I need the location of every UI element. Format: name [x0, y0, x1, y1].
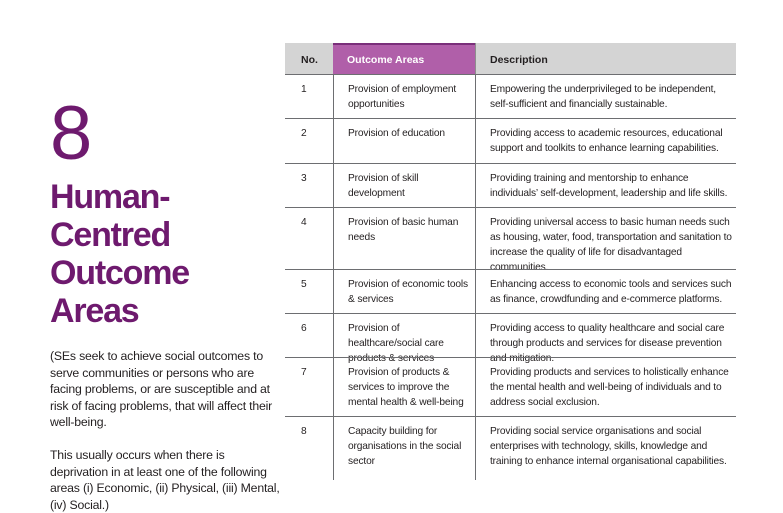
row-description: Providing social service organisations and social enterprises with technology, skills, knowledge and training to enhance internal organisational capabilities.	[475, 417, 736, 480]
header-no: No.	[285, 43, 333, 74]
intro-paragraph: (SEs seek to achieve social outcomes to serve communities or persons who are facing problems, or are susceptible and at risk of facing problems, that will affect their well-being.	[50, 349, 273, 430]
row-description: Providing access to academic resources, educational support and toolkits to enhance learning capabilities.	[475, 119, 736, 163]
row-description: Providing products and services to holistically enhance the mental health and well-being of individuals and to address social exclusion.	[475, 358, 736, 416]
row-outcome-area: Provision of economic tools & services	[333, 270, 475, 313]
row-number: 5	[301, 279, 307, 290]
table-row	[285, 207, 736, 273]
table-row	[285, 357, 736, 416]
row-description: Empowering the underprivileged to be independent, self-sufficient and financially sustainable.	[475, 75, 736, 118]
row-number: 8	[301, 426, 307, 437]
table-row	[285, 269, 736, 313]
row-outcome-area: Provision of education	[333, 119, 475, 163]
row-outcome-area: Provision of products & services to improve the mental health & well-being	[333, 358, 475, 416]
areas-paragraph: This usually occurs when there is deprivation in at least one of the following areas (i) Economic, (ii) Physical, (iii) Mental, (iv) Social.)	[50, 447, 280, 512]
table-header	[285, 43, 736, 74]
heading-line-1: Human-Centred	[50, 178, 171, 254]
row-outcome-area: Provision of basic human needs	[333, 208, 475, 269]
section-number: 8	[50, 91, 91, 176]
row-number: 7	[301, 367, 307, 378]
header-outcome-areas: Outcome Areas	[333, 43, 475, 74]
table-row	[285, 313, 736, 364]
intro-panel	[50, 91, 282, 513]
row-description: Providing universal access to basic human needs such as housing, water, food, transportation and sanitation to increase the quality of life for disadvantaged communities.	[475, 208, 736, 269]
row-number: 4	[301, 217, 307, 228]
table-row	[285, 74, 736, 118]
outcome-areas-table	[285, 43, 736, 480]
table-row	[285, 163, 736, 207]
row-outcome-area: Provision of healthcare/social care products & services	[333, 314, 475, 357]
row-outcome-area: Provision of skill development	[333, 164, 475, 207]
row-outcome-area: Capacity building for organisations in the social sector	[333, 417, 475, 480]
row-number: 3	[301, 173, 307, 184]
row-number: 6	[301, 323, 307, 334]
table-row	[285, 416, 736, 480]
table-row	[285, 118, 736, 163]
header-description: Description	[475, 43, 736, 74]
heading-line-2: Outcome Areas	[50, 254, 189, 330]
row-number: 1	[301, 84, 307, 95]
row-number: 2	[301, 128, 307, 139]
row-description: Enhancing access to economic tools and services such as finance, crowdfunding and e-commerce platforms.	[475, 270, 736, 313]
row-description: Providing access to quality healthcare and social care through products and services for disease prevention and mitigation.	[475, 314, 736, 357]
row-outcome-area: Provision of employment opportunities	[333, 75, 475, 118]
row-description: Providing training and mentorship to enhance individuals’ self-development, leadership and life skills.	[475, 164, 736, 207]
section-heading	[50, 178, 282, 330]
